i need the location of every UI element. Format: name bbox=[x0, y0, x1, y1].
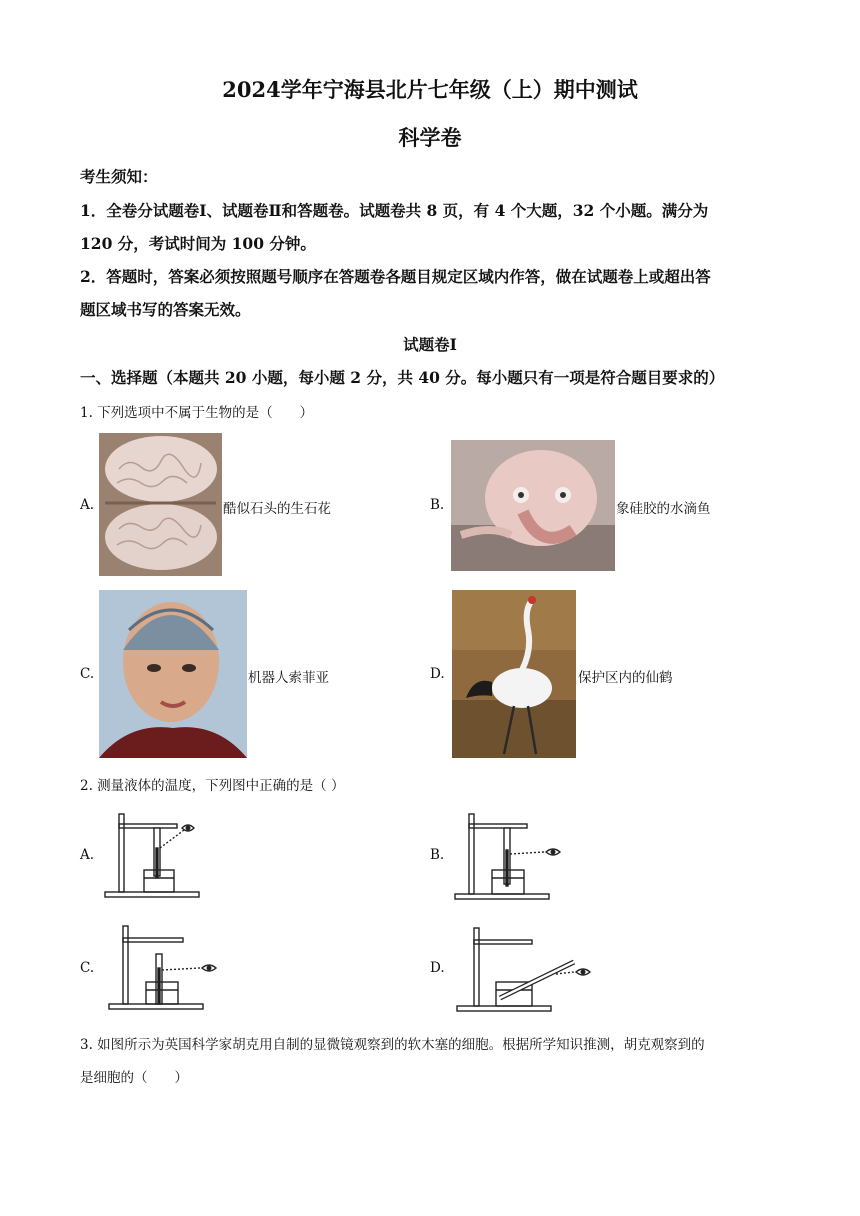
notice-item-1-line-2: 120 分，考试时间为 100 分钟。 bbox=[80, 234, 316, 253]
q1-option-c-letter: C. bbox=[80, 666, 95, 682]
lithops-photo bbox=[99, 433, 222, 576]
exam-title: 2024学年宁海县北片七年级（上）期中测试 bbox=[222, 77, 638, 102]
q2-option-b-letter: B. bbox=[430, 847, 445, 863]
question-1-stem: 1. 下列选项中不属于生物的是（ ） bbox=[80, 405, 314, 421]
q2-option-a-letter: A. bbox=[80, 847, 95, 863]
question-3-stem-line-1: 3. 如图所示为英国科学家胡克用自制的显微镜观察到的软木塞的细胞。根据所学知识推测，胡克观察到的 bbox=[80, 1037, 705, 1053]
q1-option-b-letter: B. bbox=[430, 497, 445, 513]
question-3-stem-line-2: 是细胞的（ ） bbox=[80, 1070, 188, 1086]
notice-item-1-line-1: 1．全卷分试题卷Ⅰ、试题卷Ⅱ和答题卷。试题卷共 8 页，有 4 个大题，32 个小题。满分为 bbox=[80, 201, 709, 220]
q1-option-a-letter: A. bbox=[80, 497, 95, 513]
thermometer-diagram-a bbox=[100, 808, 210, 900]
robot-sophia-photo bbox=[99, 590, 247, 758]
notice-item-2-line-2: 题区域书写的答案无效。 bbox=[80, 300, 251, 319]
question-2-stem: 2. 测量液体的温度，下列图中正确的是（ ） bbox=[80, 778, 345, 794]
blobfish-photo bbox=[451, 440, 615, 571]
thermometer-diagram-d bbox=[452, 926, 602, 1018]
q1-option-a-caption: 酷似石头的生石花 bbox=[223, 501, 331, 517]
q1-option-d-caption: 保护区内的仙鹤 bbox=[578, 670, 673, 686]
crane-photo bbox=[452, 590, 576, 758]
notice-heading: 考生须知： bbox=[80, 167, 158, 186]
notice-item-2-line-1: 2．答题时，答案必须按照题号顺序在答题卷各题目规定区域内作答，做在试题卷上或超出答 bbox=[80, 267, 711, 286]
q2-option-c-letter: C. bbox=[80, 960, 95, 976]
paper-label: 试题卷Ⅰ bbox=[403, 335, 457, 354]
exam-subtitle: 科学卷 bbox=[398, 125, 462, 150]
q2-option-d-letter: D. bbox=[430, 960, 445, 976]
thermometer-diagram-b bbox=[450, 810, 575, 902]
q1-option-c-caption: 机器人索菲亚 bbox=[248, 670, 329, 686]
q1-option-b-caption: 象硅胶的水滴鱼 bbox=[616, 501, 711, 517]
q1-option-d-letter: D. bbox=[430, 666, 445, 682]
thermometer-diagram-c bbox=[104, 924, 234, 1016]
section-heading: 一、选择题（本题共 20 小题，每小题 2 分，共 40 分。每小题只有一项是符合题目要求的） bbox=[80, 368, 725, 387]
